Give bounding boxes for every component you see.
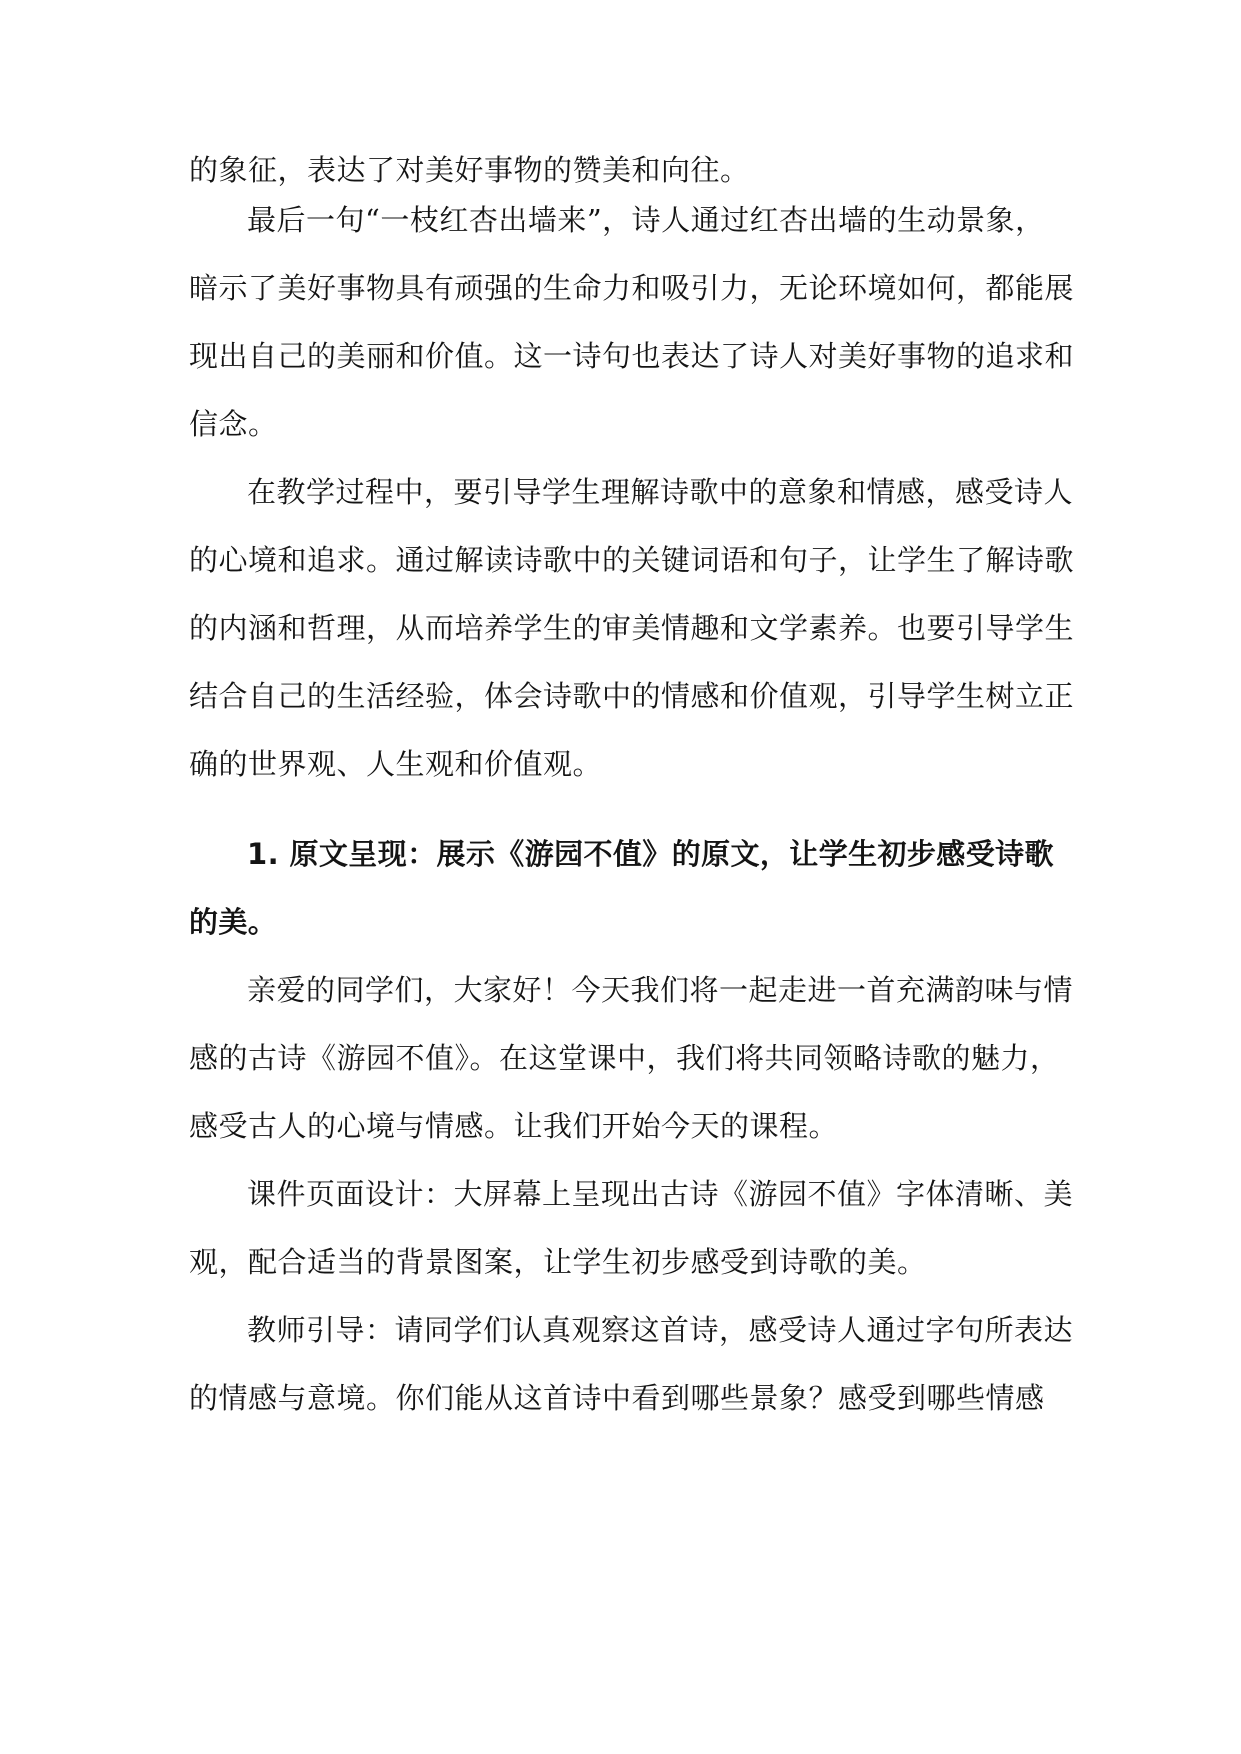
paragraph-line: 的心境和追求。通过解读诗歌中的关键词语和句子，让学生了解诗歌: [189, 543, 1075, 577]
paragraph-line: 感受古人的心境与情感。让我们开始今天的课程。: [189, 1109, 839, 1143]
paragraph-line: 结合自己的生活经验，体会诗歌中的情感和价值观，引导学生树立正: [189, 679, 1075, 713]
paragraph-line: 在教学过程中，要引导学生理解诗歌中的意象和情感，感受诗人: [247, 475, 1074, 509]
paragraph-line: 的内涵和哲理，从而培养学生的审美情趣和文学素养。也要引导学生: [189, 611, 1075, 645]
paragraph-line: 的情感与意境。你们能从这首诗中看到哪些景象？感受到哪些情感: [189, 1381, 1045, 1415]
paragraph-line: 信念。: [189, 407, 278, 441]
paragraph-line: 确的世界观、人生观和价值观。: [189, 747, 603, 781]
paragraph-line: 暗示了美好事物具有顽强的生命力和吸引力，无论环境如何，都能展: [189, 271, 1075, 305]
section-heading: 1. 原文呈现：展示《游园不值》的原文，让学生初步感受诗歌: [247, 837, 1054, 871]
paragraph-line: 最后一句“一枝红杏出墙来”，诗人通过红杏出墙的生动景象，: [247, 203, 1045, 237]
paragraph-line: 亲爱的同学们，大家好！今天我们将一起走进一首充满韵味与情: [247, 973, 1074, 1007]
section-heading: 的美。: [189, 905, 278, 939]
paragraph-line: 观，配合适当的背景图案，让学生初步感受到诗歌的美。: [189, 1245, 927, 1279]
paragraph-line: 现出自己的美丽和价值。这一诗句也表达了诗人对美好事物的追求和: [189, 339, 1075, 373]
paragraph-line: 课件页面设计：大屏幕上呈现出古诗《游园不值》字体清晰、美: [247, 1177, 1074, 1211]
paragraph-line: 感的古诗《游园不值》。在这堂课中，我们将共同领略诗歌的魅力，: [189, 1041, 1060, 1075]
paragraph-line: 的象征，表达了对美好事物的赞美和向往。: [189, 153, 750, 187]
paragraph-line: 教师引导：请同学们认真观察这首诗，感受诗人通过字句所表达: [247, 1313, 1074, 1347]
